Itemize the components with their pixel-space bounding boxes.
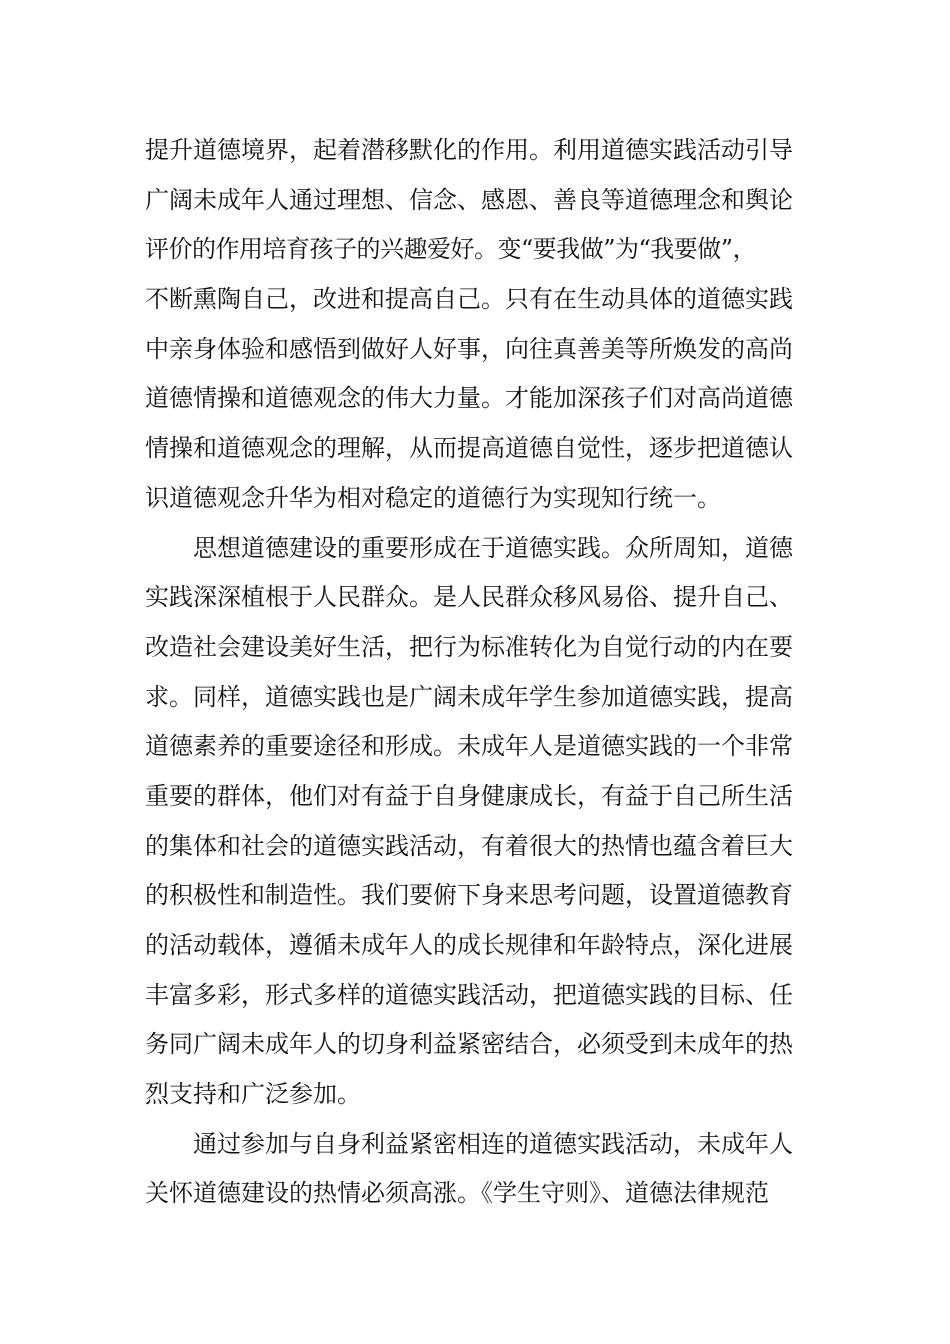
text-line: 的积极性和制造性。我们要俯下身来思考问题，设置道德教育 [145, 881, 793, 910]
text-line: 识道德观念升华为相对稳定的道德行为实现知行统一。 [145, 483, 721, 512]
text-line: 重要的群体，他们对有益于自身健康成长，有益于自己所生活 [145, 781, 793, 810]
text-line: 关怀道德建设的热情必须高涨。《学生守则》、道德法律规范 [145, 1179, 769, 1208]
text-line: 评价的作用培育孩子的兴趣爱好。变“要我做”为“我要做”， [145, 235, 757, 264]
text-line: 情操和道德观念的理解，从而提高道德自觉性，逐步把道德认 [145, 434, 793, 463]
text-line: 不断熏陶自己，改进和提高自己。只有在生动具体的道德实践 [145, 285, 793, 314]
text-line: 烈支持和广泛参加。 [145, 1080, 361, 1109]
text-line: 务同广阔未成年人的切身利益紧密结合，必须受到未成年的热 [145, 1030, 793, 1059]
text-line: 的集体和社会的道德实践活动，有着很大的热情也蕴含着巨大 [145, 831, 793, 860]
text-line: 道德情操和道德观念的伟大力量。才能加深孩子们对高尚道德 [145, 384, 793, 413]
paragraph-start-line: 通过参加与自身利益紧密相连的道德实践活动，未成年人 [193, 1129, 793, 1158]
text-line: 实践深深植根于人民群众。是人民群众移风易俗、提升自己、 [145, 583, 793, 612]
text-line: 提升道德境界，起着潜移默化的作用。利用道德实践活动引导 [145, 136, 793, 164]
text-line: 广阔未成年人通过理想、信念、感恩、善良等道德理念和舆论 [145, 185, 793, 214]
paragraph-start-line: 思想道德建设的重要形成在于道德实践。众所周知，道德 [193, 533, 793, 562]
text-line: 的活动载体，遵循未成年人的成长规律和年龄特点，深化进展 [145, 931, 793, 959]
text-line: 中亲身体验和感悟到做好人好事，向往真善美等所焕发的高尚 [145, 334, 793, 363]
text-line: 求。同样，道德实践也是广阔未成年学生参加道德实践，提高 [145, 682, 793, 711]
body-text [145, 126, 825, 1219]
text-line: 改造社会建设美好生活，把行为标准转化为自觉行动的内在要 [145, 632, 793, 661]
text-line: 道德素养的重要途径和形成。未成年人是道德实践的一个非常 [145, 732, 793, 761]
text-line: 丰富多彩，形式多样的道德实践活动，把道德实践的目标、任 [145, 980, 793, 1009]
